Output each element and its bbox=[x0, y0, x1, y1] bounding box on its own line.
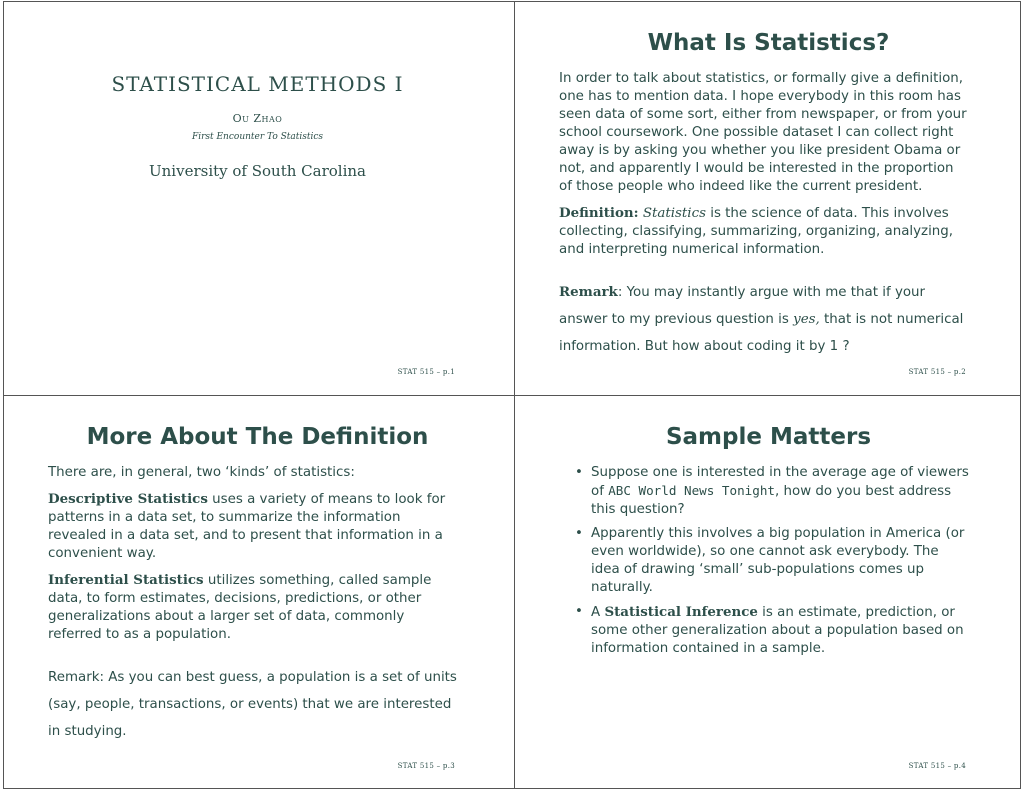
inferential-text: utilizes something, called sample data, to form estimates, decisions, predictions, or other generalizations about a larger set of data, commonly referred to as a population. bbox=[48, 573, 432, 642]
slide-3 bbox=[4, 396, 511, 788]
slide-2-heading: What Is Statistics? bbox=[647, 30, 890, 56]
slide-4-footer: STAT 515 – p.4 bbox=[908, 762, 966, 770]
slide-2-paragraph: In order to talk about statistics, or formally give a definition, one has to mention data. I hope everybody in this room has seen data of some sort, either from newspaper, or from your school coursework. One possible dataset I can collect right away is by asking you whether you like president Obama or not, and apparently I would be interested in the proportion of those people who indeed like the current president. bbox=[559, 71, 967, 194]
bullet-2-text: Apparently this involves a big population in America (or even worldwide), so one cannot ask everybody. The idea of drawing ‘small’ sub-populations comes up naturally. bbox=[591, 526, 965, 595]
slide-4-heading: Sample Matters bbox=[665, 424, 872, 450]
remark-text-a: : You may instantly argue with me that if your answer to my previous question is bbox=[559, 285, 926, 327]
descriptive-text: uses a variety of means to look for patterns in a data set, to summarize the information revealed in a data set, and to present that information in a convenient way. bbox=[48, 492, 446, 561]
definition-text: is the science of data. This involves collecting, classifying, summarizing, organizing, analyzing, and interpreting numerical information. bbox=[559, 206, 954, 257]
bullet-icon: • bbox=[575, 604, 583, 619]
slide-2-footer: STAT 515 – p.2 bbox=[908, 368, 966, 376]
remark-label: Remark bbox=[559, 284, 618, 300]
descriptive-paragraph bbox=[48, 490, 459, 563]
slide-2-remark bbox=[559, 279, 970, 360]
bullet-3-text-b: is an estimate, prediction, or some other generalization about a population based on information contained in a sample. bbox=[591, 605, 964, 656]
list-item bbox=[559, 603, 970, 658]
inferential-paragraph bbox=[48, 571, 459, 644]
bullet-1-program: ABC World News Tonight bbox=[608, 483, 775, 498]
bullet-list bbox=[559, 464, 970, 658]
slide-2 bbox=[515, 2, 1022, 394]
slide-1-footer: STAT 515 – p.1 bbox=[397, 368, 455, 376]
slide-1-subtitle: First Encounter To Statistics bbox=[191, 132, 324, 142]
remark-text-b: that is not numerical information. But how about coding it by 1 ? bbox=[559, 312, 964, 354]
slide-4 bbox=[515, 396, 1022, 788]
inferential-term: Inferential Statistics bbox=[48, 572, 204, 588]
definition-label: Definition: bbox=[559, 205, 639, 221]
bullet-3-term: Statistical Inference bbox=[604, 604, 758, 620]
slide-1 bbox=[4, 2, 511, 394]
slide-1-author: Ou Zhao bbox=[232, 112, 283, 125]
slide-1-title: STATISTICAL METHODS I bbox=[111, 72, 404, 96]
bullet-1-text-a: Suppose one is interested in the average age of viewers of bbox=[591, 465, 969, 499]
bullet-icon: • bbox=[575, 465, 583, 480]
slide-3-remark: Remark: As you can best guess, a population is a set of units (say, people, transactions, or events) that we are interested in studying. bbox=[48, 670, 457, 739]
slide-2-body bbox=[559, 70, 970, 368]
bullet-icon: • bbox=[575, 526, 583, 541]
slide-2-definition bbox=[559, 204, 970, 259]
list-item bbox=[559, 464, 970, 519]
bullet-3-text-a: A bbox=[591, 605, 601, 620]
slide-4-body bbox=[559, 464, 970, 664]
slide-1-institution: University of South Carolina bbox=[149, 162, 366, 180]
definition-term: Statistics bbox=[642, 206, 706, 221]
slide-3-footer: STAT 515 – p.3 bbox=[397, 762, 455, 770]
slide-3-heading: More About The Definition bbox=[86, 424, 429, 450]
descriptive-term: Descriptive Statistics bbox=[48, 491, 208, 507]
remark-term: yes, bbox=[793, 312, 820, 327]
handout-sheet bbox=[3, 1, 1021, 789]
slide-3-intro: There are, in general, two ‘kinds’ of statistics: bbox=[48, 465, 355, 480]
slide-3-body bbox=[48, 464, 459, 753]
list-item bbox=[559, 525, 970, 597]
bullet-1-text-b: , how do you best address this question? bbox=[591, 484, 952, 517]
